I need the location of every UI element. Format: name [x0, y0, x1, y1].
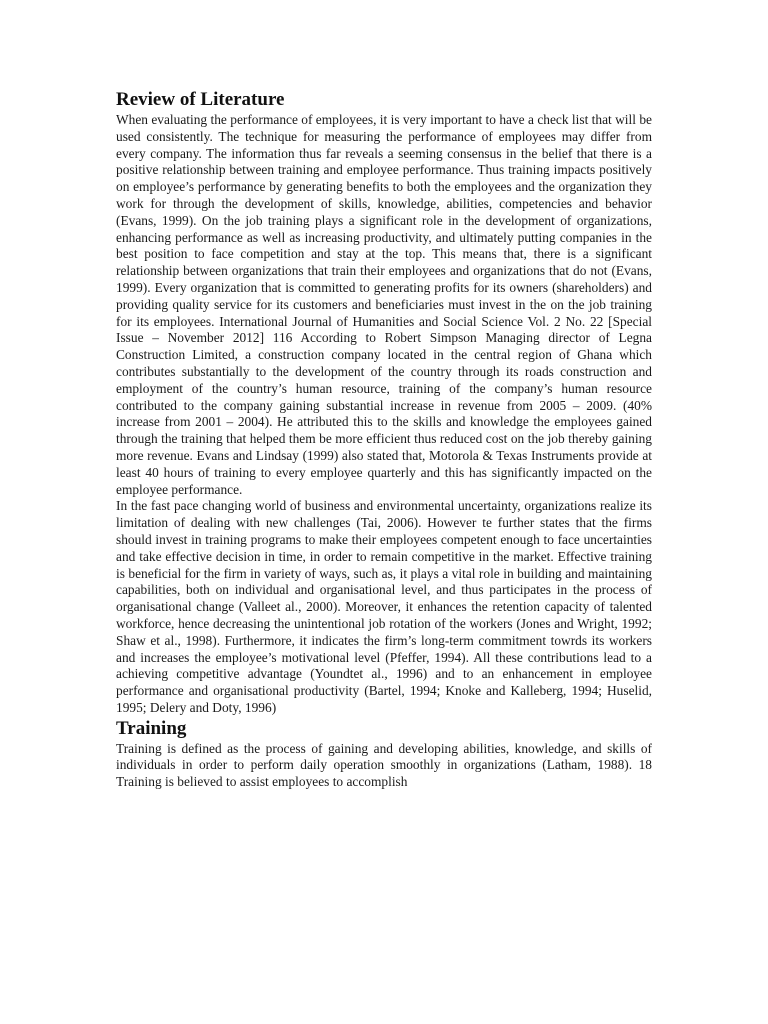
paragraph-review-2: In the fast pace changing world of business and environmental uncertainty, organizations realize its limitation of dealing with new challenges (Tai, 2006). However te further states that the firms should invest in training programs to make their employees competent enough to face uncertainties and take effective decision in time, in order to remain competitive in the market. Effective training is beneficial for the firm in variety of ways, such as, it plays a vital role in building and maintaining capabilities, both on individual and organisational level, and thus participates in the process of organisational change (Valleet al., 2000). Moreover, it enhances the retention capacity of talented workforce, hence decreasing the unintentional job rotation of the workers (Jones and Wright, 1992; Shaw et al., 1998). Furthermore, it indicates the firm’s long-term commitment towrds its workers and increases the employee’s motivational level (Pfeffer, 1994). All these contributions lead to a achieving competitive advantage (Youndtet al., 1996) and to an enhancement in employee performance and organisational productivity (Bartel, 1994; Knoke and Kalleberg, 1994; Huselid, 1995; Delery and Doty, 1996)	[116, 498, 652, 715]
heading-review-of-literature: Review of Literature	[116, 89, 285, 110]
document-content	[116, 88, 652, 791]
heading-training: Training	[116, 717, 187, 739]
paragraph-review-1: When evaluating the performance of employees, it is very important to have a check list that will be used consistently. The technique for measuring the performance of employees may differ from every company. The information thus far reveals a seeming consensus in the belief that there is a positive relationship between training and employee performance. Thus training impacts positively on employee’s performance by generating benefits to both the employees and the organization they work for through the development of skills, knowledge, abilities, competencies and behavior (Evans, 1999). On the job training plays a significant role in the development of organizations, enhancing performance as well as increasing productivity, and ultimately putting companies in the best position to face competition and stay at the top. This means that, there is a significant relationship between organizations that train their employees and organizations that do not (Evans, 1999). Every organization that is committed to generating profits for its owners (shareholders) and providing quality service for its customers and beneficiaries must invest in the on the job training for its employees. International Journal of Humanities and Social Science Vol. 2 No. 22 [Special Issue – November 2012] 116 According to Robert Simpson Managing director of Legna Construction Limited, a construction company located in the central region of Ghana which contributes substantially to the development of the country through its roads construction and employment of the country’s human resource, training of the company’s human resource contributed to the company gaining substantial increase in revenue from 2005 – 2009. (40% increase from 2001 – 2004). He attributed this to the skills and knowledge the employees gained through the training that helped them be more efficient thus reduced cost on the job thereby gaining more revenue. Evans and Lindsay (1999) also stated that, Motorola & Texas Instruments provide at least 40 hours of training to every employee quarterly and this has significantly impacted on the employee performance.	[116, 112, 652, 497]
paragraph-training-1: Training is defined as the process of gaining and developing abilities, knowledge, and skills of individuals in order to perform daily operation smoothly in organizations (Latham, 1988). 18 Training is believed to assist employees to accomplish	[116, 740, 652, 790]
